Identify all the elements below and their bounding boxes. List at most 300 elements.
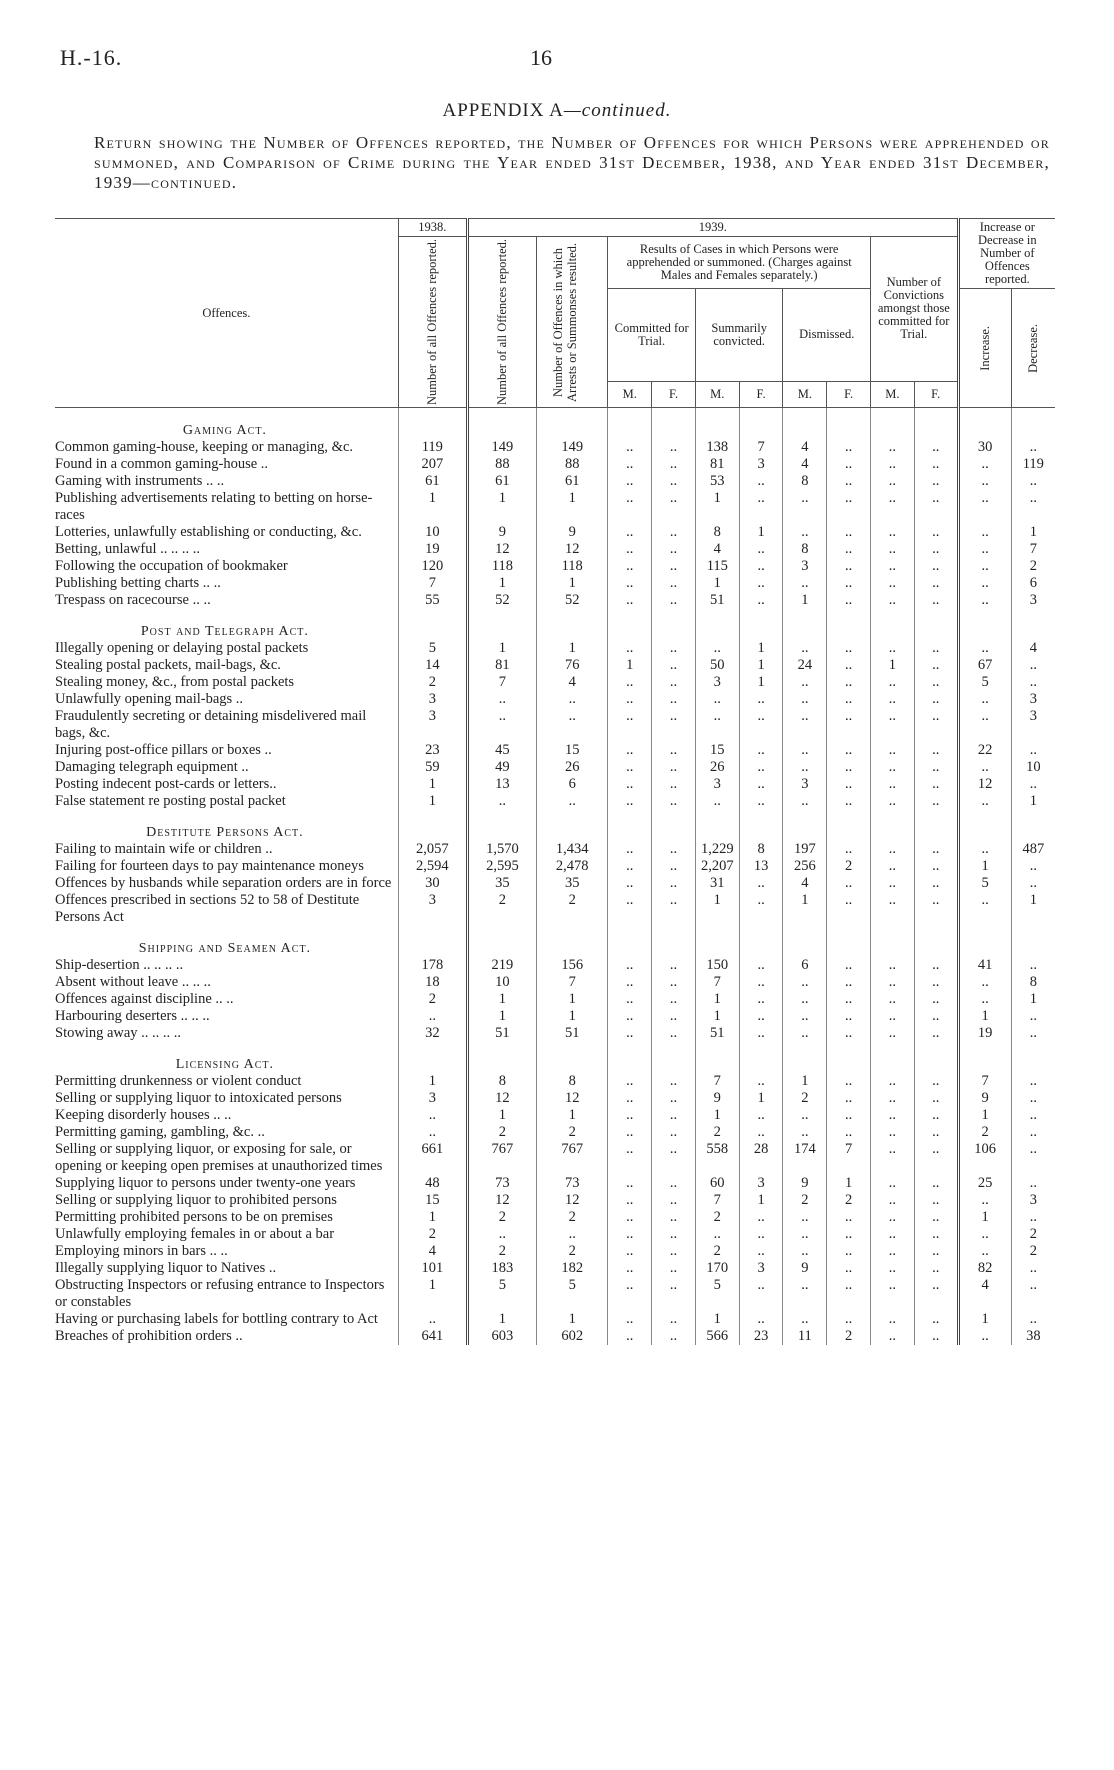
value-cell: ..	[870, 473, 914, 490]
value-cell: 4	[783, 439, 827, 456]
value-cell: 4	[398, 1243, 467, 1260]
value-cell: ..	[652, 439, 696, 456]
value-cell: ..	[608, 439, 652, 456]
value-cell: ..	[870, 875, 914, 892]
empty-cell	[1011, 926, 1055, 957]
value-cell: ..	[870, 439, 914, 456]
offence-name: Stealing money, &c., from postal packets	[55, 674, 295, 690]
empty-cell	[608, 408, 652, 440]
value-cell: ..	[958, 892, 1011, 926]
page-header	[0, 45, 1114, 75]
value-cell: 1	[467, 640, 536, 657]
value-cell: ..	[827, 674, 871, 691]
table-row	[55, 793, 1055, 810]
empty-cell	[870, 408, 914, 440]
value-cell: 51	[467, 1025, 536, 1042]
value-cell: 4	[958, 1277, 1011, 1311]
value-cell: ..	[958, 541, 1011, 558]
empty-cell	[870, 810, 914, 841]
table-row	[55, 974, 1055, 991]
table-row	[55, 1107, 1055, 1124]
dismissed-m-header: M.	[783, 381, 827, 407]
value-cell: ..	[652, 1141, 696, 1175]
value-cell: ..	[652, 841, 696, 858]
value-cell: 115	[695, 558, 739, 575]
value-cell: ..	[914, 793, 958, 810]
value-cell: 1	[695, 1311, 739, 1328]
value-cell: 1	[536, 1311, 607, 1328]
value-cell: 7	[467, 674, 536, 691]
value-cell: ..	[608, 708, 652, 742]
value-cell: 5	[958, 674, 1011, 691]
value-cell: 73	[467, 1175, 536, 1192]
value-cell: ..	[827, 524, 871, 541]
value-cell: ..	[608, 974, 652, 991]
offence-name: Injuring post-office pillars or boxes ..	[55, 742, 272, 758]
value-cell: ..	[608, 892, 652, 926]
value-cell: ..	[608, 1328, 652, 1345]
table-row	[55, 490, 1055, 524]
table-row	[55, 1209, 1055, 1226]
appendix-heading	[0, 100, 1114, 122]
value-cell: 2	[1011, 1243, 1055, 1260]
value-cell: 2	[1011, 1226, 1055, 1243]
value-cell: 2	[958, 1124, 1011, 1141]
value-cell: 13	[739, 858, 783, 875]
value-cell: ..	[914, 575, 958, 592]
value-cell: ..	[870, 974, 914, 991]
value-cell: ..	[739, 1209, 783, 1226]
value-cell: 9	[958, 1090, 1011, 1107]
value-cell: 9	[536, 524, 607, 541]
value-cell: 2	[467, 1209, 536, 1226]
value-cell: 3	[783, 776, 827, 793]
value-cell: ..	[958, 841, 1011, 858]
value-cell: ..	[870, 691, 914, 708]
value-cell: ..	[870, 1073, 914, 1090]
value-cell: 88	[467, 456, 536, 473]
value-cell: ..	[652, 1175, 696, 1192]
value-cell: 2	[467, 1243, 536, 1260]
empty-cell	[783, 609, 827, 640]
table-row	[55, 841, 1055, 858]
empty-cell	[608, 810, 652, 841]
value-cell: 12	[467, 541, 536, 558]
value-cell: 26	[536, 759, 607, 776]
empty-cell	[695, 609, 739, 640]
value-cell: ..	[652, 1277, 696, 1311]
value-cell: ..	[827, 439, 871, 456]
value-cell: 8	[783, 473, 827, 490]
value-cell: ..	[914, 841, 958, 858]
value-cell: 3	[398, 1090, 467, 1107]
value-cell: ..	[827, 1008, 871, 1025]
value-cell: ..	[958, 524, 1011, 541]
offence-name: Selling or supplying liquor to prohibited persons	[55, 1192, 337, 1208]
value-cell: ..	[914, 759, 958, 776]
value-cell: ..	[827, 490, 871, 524]
offence-name: Selling or supplying liquor to intoxicated persons	[55, 1090, 342, 1106]
value-cell: 2	[467, 892, 536, 926]
value-cell: ..	[695, 1226, 739, 1243]
empty-cell	[783, 408, 827, 440]
value-cell: ..	[739, 1311, 783, 1328]
value-cell: 1	[467, 575, 536, 592]
value-cell: 138	[695, 439, 739, 456]
value-cell: ..	[652, 1226, 696, 1243]
value-cell: ..	[608, 742, 652, 759]
value-cell: ..	[914, 1192, 958, 1209]
value-cell: ..	[914, 1124, 958, 1141]
value-cell: ..	[398, 1311, 467, 1328]
empty-cell	[695, 810, 739, 841]
value-cell: ..	[783, 759, 827, 776]
value-cell: 18	[398, 974, 467, 991]
value-cell: ..	[914, 640, 958, 657]
table-row	[55, 1008, 1055, 1025]
value-cell: ..	[652, 1328, 696, 1345]
value-cell: ..	[870, 793, 914, 810]
value-cell: ..	[652, 742, 696, 759]
value-cell: 82	[958, 1260, 1011, 1277]
offence-name: Publishing advertisements relating to betting on horse-races	[55, 490, 373, 523]
value-cell: 12	[536, 1192, 607, 1209]
value-cell: ..	[958, 759, 1011, 776]
value-cell: ..	[914, 1107, 958, 1124]
value-cell: 2,057	[398, 841, 467, 858]
value-cell: ..	[958, 640, 1011, 657]
empty-cell	[958, 408, 1011, 440]
value-cell: ..	[652, 1124, 696, 1141]
section-heading-row	[55, 408, 1055, 440]
committed-f-header: F.	[652, 381, 696, 407]
value-cell: 3	[1011, 708, 1055, 742]
value-cell: 1	[536, 575, 607, 592]
empty-cell	[914, 926, 958, 957]
table-row	[55, 1073, 1055, 1090]
table-row	[55, 439, 1055, 456]
empty-cell	[827, 1042, 871, 1073]
value-cell: ..	[827, 841, 871, 858]
value-cell: ..	[467, 793, 536, 810]
value-cell: 2,594	[398, 858, 467, 875]
value-cell: ..	[827, 892, 871, 926]
value-cell: ..	[827, 742, 871, 759]
value-cell: ..	[652, 1311, 696, 1328]
offence-name: Illegally opening or delaying postal packets	[55, 640, 309, 656]
value-cell: ..	[1011, 1107, 1055, 1124]
section-title: Post and Telegraph Act.	[140, 624, 309, 639]
section-heading-row	[55, 1042, 1055, 1073]
empty-cell	[870, 1042, 914, 1073]
value-cell: ..	[783, 691, 827, 708]
offence-name: Harbouring deserters .. .. ..	[55, 1008, 210, 1024]
value-cell: ..	[827, 592, 871, 609]
empty-cell	[958, 926, 1011, 957]
value-cell: 1	[739, 640, 783, 657]
value-cell: 1	[783, 1073, 827, 1090]
value-cell: 4	[783, 456, 827, 473]
value-cell: ..	[827, 575, 871, 592]
value-cell: 12	[536, 1090, 607, 1107]
value-cell: 10	[1011, 759, 1055, 776]
value-cell: ..	[958, 974, 1011, 991]
value-cell: ..	[652, 575, 696, 592]
value-cell: ..	[827, 974, 871, 991]
value-cell: 156	[536, 957, 607, 974]
value-cell: ..	[783, 1311, 827, 1328]
value-cell: 73	[536, 1175, 607, 1192]
value-cell: 3	[783, 558, 827, 575]
value-cell: ..	[652, 1209, 696, 1226]
empty-cell	[467, 609, 536, 640]
empty-cell	[536, 1042, 607, 1073]
value-cell: ..	[739, 991, 783, 1008]
value-cell: 1	[695, 991, 739, 1008]
value-cell: 2,207	[695, 858, 739, 875]
offence-name: Gaming with instruments .. ..	[55, 473, 225, 489]
value-cell: 1	[398, 1209, 467, 1226]
value-cell: ..	[870, 1277, 914, 1311]
value-cell: 25	[958, 1175, 1011, 1192]
table-row	[55, 1243, 1055, 1260]
table-row	[55, 592, 1055, 609]
value-cell: 14	[398, 657, 467, 674]
value-cell: ..	[695, 708, 739, 742]
value-cell: ..	[870, 991, 914, 1008]
value-cell: 2	[695, 1243, 739, 1260]
value-cell: 31	[695, 875, 739, 892]
value-cell: ..	[783, 708, 827, 742]
value-cell: ..	[1011, 674, 1055, 691]
value-cell: ..	[739, 974, 783, 991]
value-cell: ..	[870, 1141, 914, 1175]
value-cell: ..	[914, 742, 958, 759]
value-cell: ..	[827, 1243, 871, 1260]
value-cell: 118	[536, 558, 607, 575]
empty-cell	[652, 408, 696, 440]
empty-cell	[1011, 609, 1055, 640]
empty-cell	[739, 926, 783, 957]
increase-header: Increase.	[958, 289, 1011, 408]
value-cell: 7	[398, 575, 467, 592]
value-cell: ..	[870, 1192, 914, 1209]
empty-cell	[467, 926, 536, 957]
value-cell: 2	[536, 892, 607, 926]
value-cell: ..	[739, 742, 783, 759]
value-cell: ..	[695, 640, 739, 657]
value-cell: ..	[695, 793, 739, 810]
empty-cell	[827, 810, 871, 841]
value-cell: 3	[739, 456, 783, 473]
offence-name: Permitting prohibited persons to be on premises	[55, 1209, 333, 1225]
value-cell: 487	[1011, 841, 1055, 858]
value-cell: ..	[739, 541, 783, 558]
value-cell: ..	[870, 1209, 914, 1226]
table-row	[55, 456, 1055, 473]
offence-name: Damaging telegraph equipment ..	[55, 759, 249, 775]
value-cell: ..	[827, 776, 871, 793]
empty-cell	[1011, 810, 1055, 841]
value-cell: ..	[914, 524, 958, 541]
value-cell: 1	[467, 991, 536, 1008]
offence-name: Supplying liquor to persons under twenty-one years	[55, 1175, 356, 1191]
value-cell: 3	[695, 776, 739, 793]
value-cell: 1	[398, 1277, 467, 1311]
table-row	[55, 541, 1055, 558]
value-cell: 2,478	[536, 858, 607, 875]
empty-cell	[783, 810, 827, 841]
table-row	[55, 1141, 1055, 1175]
value-cell: ..	[870, 558, 914, 575]
offence-name: Fraudulently secreting or detaining misdelivered mail bags, &c.	[55, 708, 367, 741]
value-cell: ..	[652, 974, 696, 991]
value-cell: ..	[652, 991, 696, 1008]
value-cell: 7	[695, 974, 739, 991]
value-cell: 149	[467, 439, 536, 456]
value-cell: 174	[783, 1141, 827, 1175]
value-cell: ..	[958, 456, 1011, 473]
table-row	[55, 875, 1055, 892]
value-cell: ..	[608, 640, 652, 657]
table-row	[55, 1311, 1055, 1328]
value-cell: ..	[739, 575, 783, 592]
offence-name: Keeping disorderly houses .. ..	[55, 1107, 232, 1123]
value-cell: ..	[739, 1243, 783, 1260]
offence-name: Betting, unlawful .. .. .. ..	[55, 541, 200, 557]
value-cell: ..	[739, 1008, 783, 1025]
value-cell: ..	[870, 541, 914, 558]
offence-name: Stowing away .. .. .. ..	[55, 1025, 182, 1041]
value-cell: 19	[398, 541, 467, 558]
value-cell: 1	[783, 892, 827, 926]
value-cell: 4	[783, 875, 827, 892]
value-cell: ..	[870, 1226, 914, 1243]
value-cell: ..	[914, 592, 958, 609]
table-row	[55, 1124, 1055, 1141]
value-cell: ..	[467, 1226, 536, 1243]
value-cell: 35	[536, 875, 607, 892]
value-cell: ..	[608, 776, 652, 793]
table-row	[55, 1277, 1055, 1311]
value-cell: 24	[783, 657, 827, 674]
value-cell: ..	[652, 524, 696, 541]
value-cell: 558	[695, 1141, 739, 1175]
value-cell: ..	[1011, 1008, 1055, 1025]
value-cell: 1	[870, 657, 914, 674]
value-cell: 4	[536, 674, 607, 691]
value-cell: ..	[1011, 1277, 1055, 1311]
offence-name: Posting indecent post-cards or letters..	[55, 776, 277, 792]
value-cell: 106	[958, 1141, 1011, 1175]
value-cell: 9	[695, 1090, 739, 1107]
value-cell: 183	[467, 1260, 536, 1277]
value-cell: 10	[467, 974, 536, 991]
value-cell: ..	[914, 456, 958, 473]
offence-name: Trespass on racecourse .. ..	[55, 592, 211, 608]
value-cell: 119	[398, 439, 467, 456]
value-cell: ..	[958, 490, 1011, 524]
section-title: Destitute Persons Act.	[146, 825, 304, 840]
value-cell: ..	[870, 1025, 914, 1042]
value-cell: ..	[958, 1328, 1011, 1345]
value-cell: ..	[608, 1311, 652, 1328]
table-row	[55, 1090, 1055, 1107]
value-cell: ..	[536, 793, 607, 810]
offence-name: Obstructing Inspectors or refusing entrance to Inspectors or constables	[55, 1277, 385, 1310]
value-cell: 1	[739, 1090, 783, 1107]
value-cell: ..	[1011, 1311, 1055, 1328]
value-cell: 1	[1011, 892, 1055, 926]
empty-cell	[652, 1042, 696, 1073]
value-cell: ..	[608, 1260, 652, 1277]
value-cell: ..	[958, 793, 1011, 810]
value-cell: 2	[827, 858, 871, 875]
committed-header: Committed for Trial.	[608, 289, 696, 382]
value-cell: 23	[398, 742, 467, 759]
value-cell: ..	[695, 691, 739, 708]
value-cell: ..	[914, 1073, 958, 1090]
value-cell: ..	[608, 1277, 652, 1311]
value-cell: ..	[608, 875, 652, 892]
value-cell: 207	[398, 456, 467, 473]
table-row	[55, 674, 1055, 691]
value-cell: ..	[870, 858, 914, 875]
value-cell: 6	[536, 776, 607, 793]
value-cell: 2	[398, 674, 467, 691]
empty-cell	[695, 408, 739, 440]
table-row	[55, 524, 1055, 541]
value-cell: 49	[467, 759, 536, 776]
convictions-header: Number of Convictions amongst those committed for Trial.	[870, 237, 958, 382]
empty-cell	[870, 926, 914, 957]
empty-cell	[739, 408, 783, 440]
value-cell: ..	[827, 708, 871, 742]
value-cell: ..	[783, 974, 827, 991]
value-cell: ..	[783, 1025, 827, 1042]
value-cell: ..	[467, 708, 536, 742]
value-cell: ..	[608, 858, 652, 875]
value-cell: 1	[398, 1073, 467, 1090]
empty-cell	[608, 1042, 652, 1073]
table-row	[55, 759, 1055, 776]
value-cell: 23	[739, 1328, 783, 1345]
value-cell: ..	[914, 558, 958, 575]
value-cell: ..	[783, 524, 827, 541]
value-cell: ..	[608, 841, 652, 858]
value-cell: ..	[783, 1107, 827, 1124]
value-cell: 118	[467, 558, 536, 575]
value-cell: 1	[536, 1107, 607, 1124]
value-cell: ..	[870, 708, 914, 742]
value-cell: 4	[695, 541, 739, 558]
dismissed-f-header: F.	[827, 381, 871, 407]
value-cell: ..	[652, 657, 696, 674]
value-cell: ..	[914, 858, 958, 875]
value-cell: ..	[739, 691, 783, 708]
offence-name: Ship-desertion .. .. .. ..	[55, 957, 184, 973]
value-cell: ..	[914, 490, 958, 524]
value-cell: ..	[870, 592, 914, 609]
value-cell: 5	[958, 875, 1011, 892]
value-cell: ..	[652, 957, 696, 974]
value-cell: 1	[695, 1107, 739, 1124]
value-cell: 1	[783, 592, 827, 609]
value-cell: 15	[695, 742, 739, 759]
value-cell: 1	[398, 776, 467, 793]
value-cell: ..	[827, 1124, 871, 1141]
value-cell: 11	[783, 1328, 827, 1345]
